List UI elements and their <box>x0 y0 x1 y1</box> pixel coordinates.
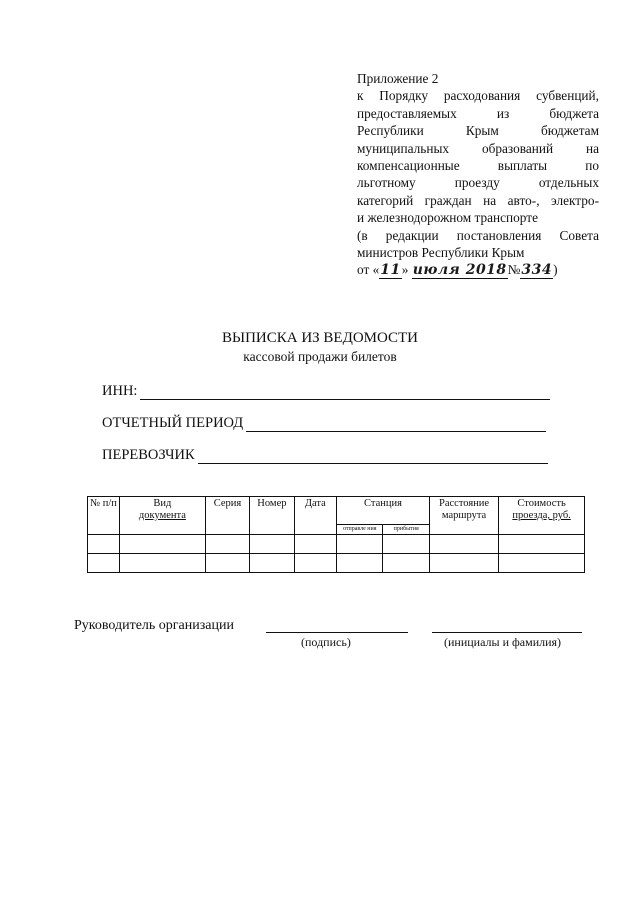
period-label: ОТЧЕТНЫЙ ПЕРИОД <box>102 415 244 431</box>
appendix-date-line <box>357 261 599 279</box>
appendix-line-10: (в редакции постановления Совета <box>357 227 599 243</box>
header-series: Серия <box>205 497 249 535</box>
period-field <box>102 415 546 432</box>
signature-line <box>266 631 408 633</box>
table-cell <box>88 554 120 573</box>
table-header-row <box>88 497 585 525</box>
table-cell <box>383 535 429 554</box>
carrier-line <box>198 450 548 464</box>
inn-label: ИНН: <box>102 383 138 399</box>
appendix-line-4: Республики Крым бюджетам <box>357 123 599 139</box>
header-distance: Расстояние маршрута <box>429 497 498 535</box>
table-cell <box>429 554 498 573</box>
table-cell <box>294 535 336 554</box>
date-close: ) <box>553 262 558 278</box>
date-mid: » <box>401 262 409 278</box>
table-cell <box>250 554 294 573</box>
document-subtitle: кассовой продажи билетов <box>243 349 397 364</box>
header-cost-line2: проезда, руб. <box>512 510 571 521</box>
table-cell <box>336 535 382 554</box>
carrier-label: ПЕРЕВОЗЧИК <box>102 447 195 463</box>
appendix-line-7: льготному проезду отдельных <box>357 175 599 191</box>
name-caption: (инициалы и фамилия) <box>444 635 562 649</box>
document-title: ВЫПИСКА ИЗ ВЕДОМОСТИ <box>221 330 419 346</box>
appendix-line-3: предоставляемых из бюджета <box>357 105 599 121</box>
header-number: Номер <box>250 497 294 535</box>
table-cell <box>336 554 382 573</box>
header-arrival: прибытия <box>383 525 429 535</box>
handwritten-number: 334 <box>521 262 553 279</box>
header-cost <box>499 497 585 535</box>
appendix-line-2: к Порядку расходования субвенций, <box>357 88 599 104</box>
header-cost-line1: Стоимость <box>517 498 566 509</box>
signature-caption: (подпись) <box>301 635 351 649</box>
header-date: Дата <box>294 497 336 535</box>
appendix-line-1: Приложение 2 <box>357 71 439 86</box>
head-of-organization-label: Руководитель организации <box>74 618 234 633</box>
header-no: № п/п <box>88 497 120 535</box>
table-cell <box>294 554 336 573</box>
tickets-table <box>87 496 585 573</box>
table-cell <box>499 535 585 554</box>
header-departure: отправле ния <box>336 525 382 535</box>
appendix-line-11: министров Республики Крым <box>357 245 525 261</box>
header-doc-line1: Вид <box>153 498 172 509</box>
table-cell <box>250 535 294 554</box>
table-cell <box>205 535 249 554</box>
table-cell <box>383 554 429 573</box>
inn-field <box>102 383 550 400</box>
date-no-sign: № <box>507 262 521 278</box>
inn-line <box>140 386 550 400</box>
appendix-block <box>357 70 599 280</box>
table-cell <box>205 554 249 573</box>
table-cell <box>120 554 206 573</box>
header-station: Станция <box>336 497 429 525</box>
name-line <box>432 631 582 633</box>
handwritten-month-year: июля 2018 <box>412 262 507 279</box>
table-cell <box>88 535 120 554</box>
appendix-line-5: муниципальных образований на <box>357 140 599 156</box>
appendix-line-9: и железнодорожном транспорте <box>357 210 538 226</box>
appendix-line-8: категорий граждан на авто-, электро- <box>357 192 599 208</box>
period-line <box>246 418 546 432</box>
header-doc-line2: документа <box>138 510 186 521</box>
table-cell <box>120 535 206 554</box>
table-cell <box>429 535 498 554</box>
table-cell <box>499 554 585 573</box>
table-row <box>88 535 585 554</box>
handwritten-day: 11 <box>380 262 401 279</box>
header-doc <box>120 497 206 535</box>
carrier-field <box>102 447 548 464</box>
date-prefix: от « <box>357 262 380 278</box>
appendix-line-6: компенсационные выплаты по <box>357 158 599 174</box>
table-row <box>88 554 585 573</box>
